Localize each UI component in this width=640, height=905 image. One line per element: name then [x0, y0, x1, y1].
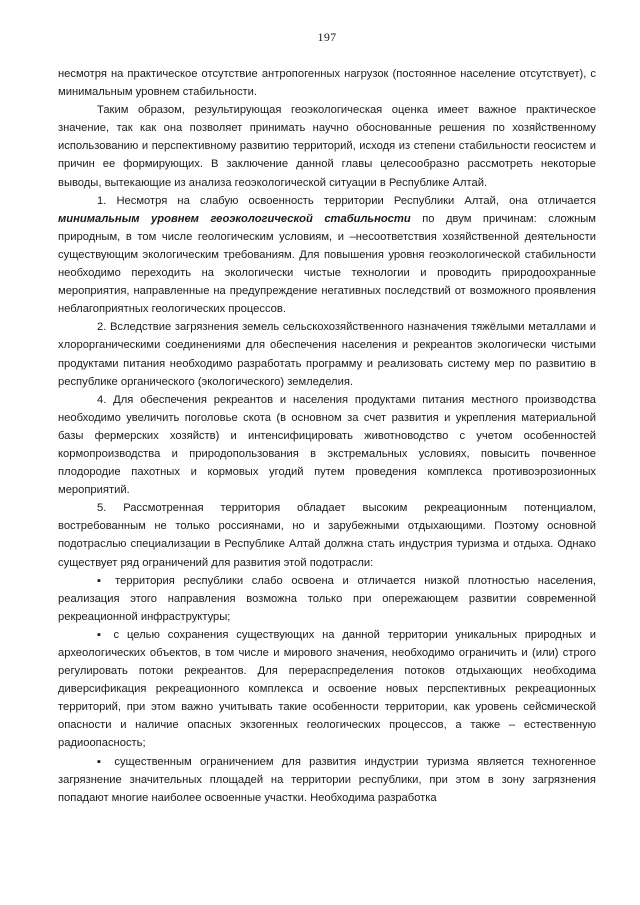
paragraph-conclusion-5: 5. Рассмотренная территория обладает высоким рекреационным потенциалом, востребованным не только россиянами, но и зарубежными отдыхающими. Поэтому основной подотраслью специализации в Республике Алтай должна стать индустрия туризма и отдыха. Однако существует ряд ограничений для развития этой подотрасли:: [58, 502, 596, 569]
body-text: [58, 65, 596, 807]
bullet-item: ▪ территория республики слабо освоена и отличается низкой плотностью населения, реализация этого направления возможна только при опережающем развитии современной рекреационной инфраструктуры;: [58, 574, 596, 623]
document-page: [58, 30, 596, 807]
paragraph-conclusion-4: 4. Для обеспечения рекреантов и населения продуктами питания местного производства необходимо увеличить поголовье скота (в основном за счет развития и укрепления материальной базы фермерских хозяйств) и интенсифицировать животноводство с учетом особенностей кормопроизводства и природопользования в экстремальных условиях, повысить почвенное плодородие пахотных и кормовых угодий путем проведения комплекса противоэрозионных мероприятий.: [58, 393, 596, 497]
paragraph: Таким образом, результирующая геоэкологическая оценка имеет важное практическое значение, так как она позволяет принимать научно обоснованные решения по хозяйственному использованию и перспективному развитию территорий, исходя из степени стабильности геосистем и причин ее формирующих. В заключение данной главы целесообразно рассмотреть некоторые выводы, вытекающие из анализа геоэкологической ситуации в Республике Алтай.: [58, 104, 596, 189]
bullet-item: ▪ существенным ограничением для развития индустрии туризма является техногенное загрязнение значительных площадей на территории республики, при этом в зону загрязнения попадают многие наиболее освоенные участки. Необходима разработка: [58, 755, 596, 804]
paragraph-conclusion-2: 2. Вследствие загрязнения земель сельскохозяйственного назначения тяжёлыми металлами и хлорорганическими соединениями для обеспечения населения и рекреантов экологически чистыми продуктами питания необходимо разработать программу и реализовать систему мер по развитию в республике органического (экологического) земледелия.: [58, 321, 596, 388]
page-number: 197: [317, 30, 337, 44]
paragraph-conclusion-1: [58, 192, 596, 319]
paragraph: несмотря на практическое отсутствие антропогенных нагрузок (постоянное население отсутствует), с минимальным уровнем стабильности.: [58, 68, 596, 99]
paragraph-text: по двум причинам: сложным природным, в том числе геологическим условиям, и –несоответствия хозяйственной деятельности существующим экологическим требованиям. Для повышения уровня геоэкологической стабильности необходимо переходить на экологически чистые технологии и проводить природоохранные мероприятия, направленные на предупреждение негативных последствий от возможного проявления неблагоприятных геологических процессов.: [58, 212, 596, 316]
paragraph-text: 1. Несмотря на слабую освоенность территории Республики Алтай, она отличается: [97, 194, 596, 207]
emphasized-term: минимальным уровнем геоэкологической стабильности: [58, 212, 411, 225]
bullet-item: ▪ с целью сохранения существующих на данной территории уникальных природных и археологических объектов, в том числе и мирового значения, необходимо ограничить и (или) строго регулировать потоки рекреантов. Для перераспределения потоков отдыхающих необходима диверсификация рекреационного комплекса и освоение новых перспективных рекреационных территорий, при этом важно учитывать такие особенности территории, как уровень сейсмической опасности и наличие опасных экзогенных геологических процессов, а также – естественную радиоопасность;: [58, 628, 596, 750]
